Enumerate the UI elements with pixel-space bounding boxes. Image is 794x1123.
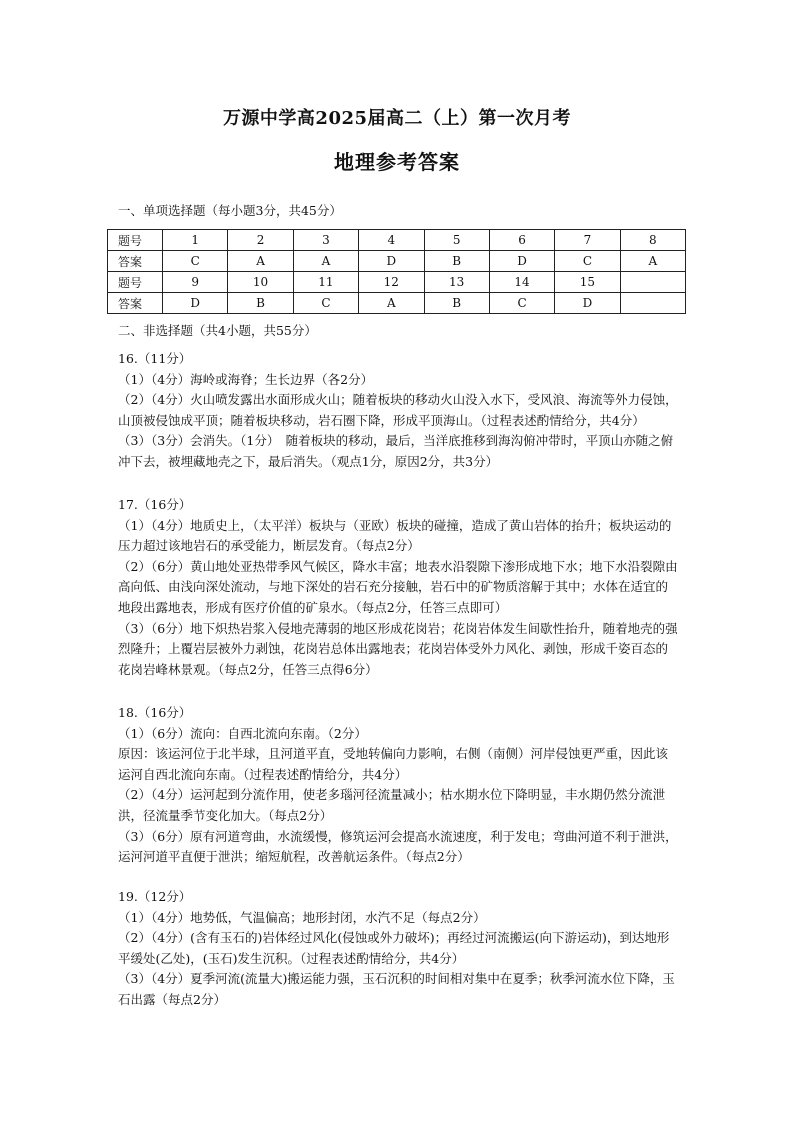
question-number-cell: 7 (555, 230, 620, 251)
question-number-cell (620, 272, 685, 293)
question-16 (118, 349, 678, 473)
table-row-numbers (108, 230, 686, 251)
question-title: 18.（16分） (118, 705, 192, 720)
question-number-cell: 5 (424, 230, 489, 251)
table-row-numbers (108, 272, 686, 293)
question-number-cell: 3 (293, 230, 358, 251)
answer-cell: C (555, 251, 620, 272)
answer-cell: A (293, 251, 358, 272)
answer-cell: B (424, 293, 489, 314)
answer-cell (620, 293, 685, 314)
answer-line: （2）（6分）黄山地处亚热带季风气候区，降水丰富；地表水沿裂隙下渗形成地下水；地下水沿裂隙由高向低、由浅向深处流动，与地下深处的岩石充分接触，岩石中的矿物质溶解于其中；水体在适宜的地段出露地表，形成有医疗价值的矿泉水。（每点2分，任答三点即可） (118, 558, 678, 615)
row-label-answer: 答案 (108, 293, 163, 314)
answer-cell: D (555, 293, 620, 314)
question-number-cell: 12 (359, 272, 424, 293)
row-label-number: 题号 (108, 230, 163, 251)
question-number-cell: 1 (163, 230, 228, 251)
question-number-cell: 9 (163, 272, 228, 293)
answer-line: （3）（6分）原有河道弯曲，水流缓慢，修筑运河会提高水流速度，利于发电；弯曲河道不利于泄洪，运河河道平直便于泄洪；缩短航程，改善航运条件。（每点2分） (118, 828, 678, 865)
question-18 (118, 703, 678, 868)
answer-line: （3）（6分）地下炽热岩浆入侵地壳薄弱的地区形成花岗岩；花岗岩体发生间歇性抬升，随着地壳的强烈隆升；上覆岩层被外力剥蚀，花岗岩总体出露地表；花岗岩体受外力风化、剥蚀，形成千姿百态的花岗岩峰林景观。（每点2分，任答三点得6分） (118, 620, 678, 677)
answer-cell: D (489, 251, 554, 272)
question-title: 17.（16分） (118, 497, 192, 512)
question-number-cell: 13 (424, 272, 489, 293)
answer-cell: D (163, 293, 228, 314)
row-label-answer: 答案 (108, 251, 163, 272)
question-17 (118, 495, 678, 680)
question-number-cell: 14 (489, 272, 554, 293)
answer-line: （1）（6分）流向：自西北流向东南。（2分） (118, 725, 367, 741)
answer-table (107, 229, 686, 314)
answer-cell: A (620, 251, 685, 272)
table-row-answers (108, 293, 686, 314)
answer-cell: C (489, 293, 554, 314)
section-heading-choice: 一、单项选择题（每小题3分，共45分） (118, 203, 342, 218)
question-19 (118, 887, 678, 1011)
answer-line: （2）（4分）(含有玉石的)岩体经过风化(侵蚀或外力破坏)；再经过河流搬运(向下游运动)，到达地形平缓处(乙处)，(玉石)发生沉积。（过程表述酌情给分，共4分） (118, 930, 670, 966)
question-number-cell: 11 (293, 272, 358, 293)
question-number-cell: 8 (620, 230, 685, 251)
answer-line: （1）（4分）地质史上，（太平洋）板块与（亚欧）板块的碰撞，造成了黄山岩体的抬升；板块运动的压力超过该地岩石的承受能力，断层发育。（每点2分） (118, 517, 672, 554)
question-number-cell: 10 (228, 272, 293, 293)
answer-line: （2）（4分）运河起到分流作用，使老多瑙河径流量减小；枯水期水位下降明显，丰水期仍然分流泄洪，径流量季节变化加大。（每点2分） (118, 787, 666, 823)
question-number-cell: 15 (555, 272, 620, 293)
answer-cell: C (163, 251, 228, 272)
answer-cell: B (228, 293, 293, 314)
page-subtitle: 地理参考答案 (334, 150, 460, 174)
answer-line: （3）（4分）夏季河流(流量大)搬运能力强，玉石沉积的时间相对集中在夏季；秋季河流水位下降，玉石出露（每点2分） (118, 971, 675, 1007)
answer-line: 原因：该运河位于北半球，且河道平直，受地转偏向力影响，右侧（南侧）河岸侵蚀更严重，因此该运河自西北流向东南。（过程表述酌情给分，共4分） (118, 746, 669, 782)
answer-line: （1）（4分）海岭或海脊；生长边界（各2分） (118, 371, 374, 387)
table-row-answers (108, 251, 686, 272)
answer-line: （2）（4分）火山喷发露出水面形成火山；随着板块的移动火山没入水下，受风浪、海流等外力侵蚀，山顶被侵蚀成平顶；随着板块移动，岩石圈下降，形成平顶海山。（过程表述酌情给分，共4分） (118, 392, 678, 428)
answer-line: （3）（3分）会消失。（1分） 随着板块的移动，最后，当洋底推移到海沟俯冲带时，平顶山亦随之俯冲下去，被埋藏地壳之下，最后消失。（观点1分，原因2分，共3分） (118, 433, 674, 469)
page-title: 万源中学高2025届高二（上）第一次月考 (222, 108, 572, 129)
question-number-cell: 2 (228, 230, 293, 251)
answer-cell: C (293, 293, 358, 314)
question-number-cell: 6 (489, 230, 554, 251)
answer-cell: A (228, 251, 293, 272)
answer-cell: D (359, 251, 424, 272)
answer-cell: B (424, 251, 489, 272)
answer-line: （1）（4分）地势低，气温偏高；地形封闭，水汽不足（每点2分） (118, 909, 486, 925)
section-heading-nonchoice: 二、非选择题（共4小题，共55分） (118, 323, 317, 338)
answer-cell: A (359, 293, 424, 314)
question-title: 19.（12分） (118, 889, 192, 904)
question-number-cell: 4 (359, 230, 424, 251)
row-label-number: 题号 (108, 272, 163, 293)
question-title: 16.（11分） (118, 351, 192, 366)
